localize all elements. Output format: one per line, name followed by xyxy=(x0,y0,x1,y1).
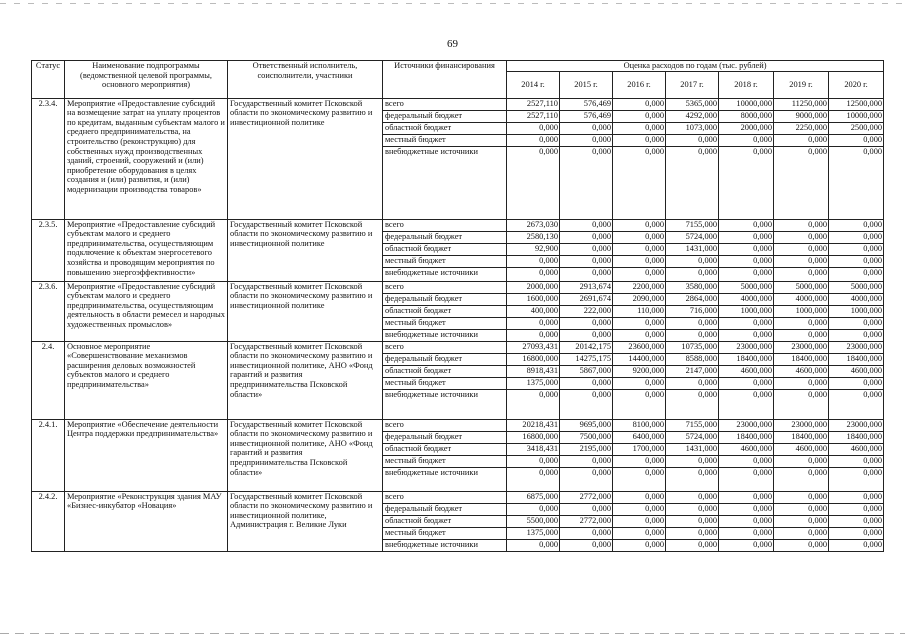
row-source: местный бюджет xyxy=(383,255,507,267)
row-value: 0,000 xyxy=(719,377,774,389)
row-value: 0,000 xyxy=(666,377,719,389)
row-value: 4600,000 xyxy=(719,443,774,455)
row-value: 0,000 xyxy=(507,467,560,491)
row-responsible: Государственный комитет Псковской области по экономическому развитию и инвестиционной политике xyxy=(228,98,383,219)
row-source: федеральный бюджет xyxy=(383,353,507,365)
row-value: 2691,674 xyxy=(560,293,613,305)
row-value: 0,000 xyxy=(719,255,774,267)
row-responsible: Государственный комитет Псковской области по экономическому развитию и инвестиционной политике, АНО «Фонд гарантий и развития предпринимательства Псковской области» xyxy=(228,341,383,419)
row-value: 16800,000 xyxy=(507,431,560,443)
row-value: 0,000 xyxy=(774,491,829,503)
row-source: внебюджетные источники xyxy=(383,389,507,419)
row-value: 0,000 xyxy=(774,377,829,389)
row-value: 0,000 xyxy=(613,122,666,134)
row-value: 0,000 xyxy=(560,122,613,134)
row-value: 14275,175 xyxy=(560,353,613,365)
row-value: 0,000 xyxy=(719,317,774,329)
row-value: 16800,000 xyxy=(507,353,560,365)
row-value: 0,000 xyxy=(507,503,560,515)
row-value: 0,000 xyxy=(719,231,774,243)
row-source: местный бюджет xyxy=(383,317,507,329)
row-value: 0,000 xyxy=(774,389,829,419)
row-value: 4600,000 xyxy=(719,365,774,377)
row-value: 0,000 xyxy=(774,503,829,515)
row-value: 0,000 xyxy=(507,455,560,467)
row-status: 2.3.6. xyxy=(32,281,65,341)
row-value: 0,000 xyxy=(666,134,719,146)
scan-edge-bottom xyxy=(0,633,905,634)
row-value: 0,000 xyxy=(507,389,560,419)
row-value: 2000,000 xyxy=(507,281,560,293)
row-value: 2864,000 xyxy=(666,293,719,305)
row-value: 0,000 xyxy=(829,267,884,281)
row-name: Мероприятие «Предоставление субсидий на возмещение затрат на уплату процентов по кредитам, выданным субъектам малого и среднего предпринимательства, на строительство (реконструкцию) для собственных нужд производственных зданий, строений, сооружений и (или) приобретение оборудования в целях создания и (или) развития, и (или) модернизации производства товаров» xyxy=(65,98,228,219)
row-source: областной бюджет xyxy=(383,515,507,527)
row-value: 0,000 xyxy=(613,231,666,243)
row-value: 0,000 xyxy=(829,317,884,329)
table-row xyxy=(32,98,884,110)
row-value: 14400,000 xyxy=(613,353,666,365)
row-source: внебюджетные источники xyxy=(383,267,507,281)
row-value: 576,469 xyxy=(560,98,613,110)
row-value: 0,000 xyxy=(666,317,719,329)
page-number: 69 xyxy=(447,38,458,50)
row-value: 4600,000 xyxy=(774,443,829,455)
row-value: 0,000 xyxy=(719,134,774,146)
row-value: 3418,431 xyxy=(507,443,560,455)
row-value: 18400,000 xyxy=(829,353,884,365)
row-value: 0,000 xyxy=(719,527,774,539)
header-year: 2017 г. xyxy=(666,71,719,98)
row-value: 4600,000 xyxy=(829,365,884,377)
row-value: 6875,000 xyxy=(507,491,560,503)
row-status: 2.3.4. xyxy=(32,98,65,219)
row-value: 23000,000 xyxy=(829,341,884,353)
row-source: областной бюджет xyxy=(383,305,507,317)
row-value: 0,000 xyxy=(666,389,719,419)
row-value: 5867,000 xyxy=(560,365,613,377)
table-row xyxy=(32,491,884,503)
row-value: 8000,000 xyxy=(719,110,774,122)
row-value: 2090,000 xyxy=(613,293,666,305)
row-value: 400,000 xyxy=(507,305,560,317)
row-value: 0,000 xyxy=(560,389,613,419)
row-responsible: Государственный комитет Псковской области по экономическому развитию и инвестиционной политике xyxy=(228,219,383,281)
row-value: 0,000 xyxy=(666,455,719,467)
row-value: 0,000 xyxy=(829,503,884,515)
row-value: 23000,000 xyxy=(829,419,884,431)
row-value: 0,000 xyxy=(719,515,774,527)
row-value: 3580,000 xyxy=(666,281,719,293)
row-source: федеральный бюджет xyxy=(383,110,507,122)
row-value: 0,000 xyxy=(719,491,774,503)
row-value: 0,000 xyxy=(560,539,613,551)
row-value: 0,000 xyxy=(613,243,666,255)
row-status: 2.4.1. xyxy=(32,419,65,491)
row-value: 0,000 xyxy=(774,219,829,231)
row-value: 7155,000 xyxy=(666,219,719,231)
row-value: 9200,000 xyxy=(613,365,666,377)
row-source: областной бюджет xyxy=(383,122,507,134)
row-name: Мероприятие «Предоставление субсидий субъектам малого и среднего предпринимательства, осуществляющим подключение к объектам энергосетевого хозяйства и проводящим мероприятия по повышению энергоэффективности» xyxy=(65,219,228,281)
row-value: 0,000 xyxy=(829,455,884,467)
row-value: 0,000 xyxy=(829,219,884,231)
row-value: 0,000 xyxy=(829,255,884,267)
row-value: 2527,110 xyxy=(507,110,560,122)
row-value: 0,000 xyxy=(829,146,884,219)
row-value: 0,000 xyxy=(666,539,719,551)
row-value: 1000,000 xyxy=(774,305,829,317)
row-name: Мероприятие «Реконструкция здания МАУ «Бизнес-инкубатор «Новация» xyxy=(65,491,228,551)
row-value: 0,000 xyxy=(719,243,774,255)
row-value: 0,000 xyxy=(829,377,884,389)
table-header xyxy=(32,61,884,99)
row-value: 0,000 xyxy=(719,389,774,419)
expense-table xyxy=(31,60,884,552)
row-value: 2200,000 xyxy=(613,281,666,293)
row-value: 0,000 xyxy=(774,515,829,527)
table-row xyxy=(32,419,884,431)
row-value: 18400,000 xyxy=(774,431,829,443)
row-value: 2673,030 xyxy=(507,219,560,231)
row-value: 0,000 xyxy=(560,219,613,231)
row-value: 0,000 xyxy=(666,255,719,267)
row-value: 0,000 xyxy=(613,527,666,539)
row-source: всего xyxy=(383,341,507,353)
row-responsible: Государственный комитет Псковской области по экономическому развитию и инвестиционной политике xyxy=(228,281,383,341)
row-value: 20218,431 xyxy=(507,419,560,431)
row-value: 1073,000 xyxy=(666,122,719,134)
row-value: 1431,000 xyxy=(666,443,719,455)
row-value: 0,000 xyxy=(507,539,560,551)
row-value: 0,000 xyxy=(829,134,884,146)
row-value: 0,000 xyxy=(560,255,613,267)
row-value: 0,000 xyxy=(613,98,666,110)
row-value: 5000,000 xyxy=(829,281,884,293)
row-value: 2772,000 xyxy=(560,491,613,503)
row-value: 2772,000 xyxy=(560,515,613,527)
row-value: 2500,000 xyxy=(829,122,884,134)
row-value: 0,000 xyxy=(719,455,774,467)
header-estimate: Оценка расходов по годам (тыс. рублей) xyxy=(507,61,884,72)
row-source: местный бюджет xyxy=(383,455,507,467)
row-value: 0,000 xyxy=(774,146,829,219)
row-value: 23000,000 xyxy=(774,341,829,353)
row-source: областной бюджет xyxy=(383,443,507,455)
header-year: 2016 г. xyxy=(613,71,666,98)
row-name: Мероприятие «Обеспечение деятельности Центра поддержки предпринимательства» xyxy=(65,419,228,491)
row-value: 0,000 xyxy=(560,467,613,491)
table-row xyxy=(32,219,884,231)
row-value: 0,000 xyxy=(560,503,613,515)
row-name: Мероприятие «Предоставление субсидий субъектам малого и среднего предпринимательства, осуществляющим деятельность в области ремесел и народных художественных промыслов» xyxy=(65,281,228,341)
row-name: Основное мероприятие «Совершенствование механизмов расширения деловых возможностей субъектов малого и среднего предпринимательства» xyxy=(65,341,228,419)
header-year: 2015 г. xyxy=(560,71,613,98)
row-value: 1000,000 xyxy=(829,305,884,317)
row-value: 0,000 xyxy=(507,329,560,341)
row-value: 0,000 xyxy=(774,539,829,551)
row-value: 18400,000 xyxy=(719,353,774,365)
row-value: 0,000 xyxy=(719,539,774,551)
row-value: 0,000 xyxy=(560,134,613,146)
row-value: 0,000 xyxy=(613,503,666,515)
row-value: 4292,000 xyxy=(666,110,719,122)
row-value: 0,000 xyxy=(613,267,666,281)
row-value: 0,000 xyxy=(774,317,829,329)
row-source: федеральный бюджет xyxy=(383,293,507,305)
row-value: 0,000 xyxy=(774,231,829,243)
header-status: Статус xyxy=(32,61,65,99)
row-value: 5365,000 xyxy=(666,98,719,110)
row-value: 0,000 xyxy=(666,503,719,515)
row-value: 0,000 xyxy=(829,527,884,539)
row-value: 0,000 xyxy=(829,467,884,491)
row-value: 8588,000 xyxy=(666,353,719,365)
row-value: 0,000 xyxy=(507,255,560,267)
row-value: 222,000 xyxy=(560,305,613,317)
row-source: областной бюджет xyxy=(383,243,507,255)
row-value: 4000,000 xyxy=(829,293,884,305)
row-value: 9000,000 xyxy=(774,110,829,122)
row-value: 0,000 xyxy=(666,515,719,527)
row-value: 0,000 xyxy=(507,122,560,134)
row-value: 0,000 xyxy=(560,243,613,255)
header-year: 2020 г. xyxy=(829,71,884,98)
row-source: федеральный бюджет xyxy=(383,431,507,443)
row-value: 5724,000 xyxy=(666,231,719,243)
row-value: 0,000 xyxy=(829,243,884,255)
row-value: 4000,000 xyxy=(719,293,774,305)
row-value: 0,000 xyxy=(829,231,884,243)
row-source: всего xyxy=(383,281,507,293)
row-value: 1431,000 xyxy=(666,243,719,255)
row-value: 0,000 xyxy=(613,491,666,503)
row-responsible: Государственный комитет Псковской области по экономическому развитию и инвестиционной политике, АНО «Фонд гарантий и развития предпринимательства Псковской области» xyxy=(228,419,383,491)
row-value: 1600,000 xyxy=(507,293,560,305)
row-value: 0,000 xyxy=(829,515,884,527)
row-value: 0,000 xyxy=(507,134,560,146)
row-value: 0,000 xyxy=(829,491,884,503)
row-status: 2.3.5. xyxy=(32,219,65,281)
row-value: 0,000 xyxy=(507,146,560,219)
row-value: 716,000 xyxy=(666,305,719,317)
row-value: 18400,000 xyxy=(829,431,884,443)
row-value: 1375,000 xyxy=(507,377,560,389)
row-value: 10735,000 xyxy=(666,341,719,353)
row-value: 5000,000 xyxy=(719,281,774,293)
row-source: местный бюджет xyxy=(383,134,507,146)
row-value: 0,000 xyxy=(774,467,829,491)
table-row xyxy=(32,341,884,353)
row-value: 23000,000 xyxy=(719,341,774,353)
row-source: всего xyxy=(383,98,507,110)
row-value: 0,000 xyxy=(666,329,719,341)
row-value: 23000,000 xyxy=(774,419,829,431)
table-body xyxy=(32,98,884,551)
row-value: 0,000 xyxy=(613,329,666,341)
row-source: областной бюджет xyxy=(383,365,507,377)
header-name: Наименование подпрограммы (ведомственной целевой программы, основного мероприятия) xyxy=(65,61,228,99)
header-responsible: Ответственный исполнитель, соисполнители, участники xyxy=(228,61,383,99)
row-value: 7155,000 xyxy=(666,419,719,431)
row-value: 0,000 xyxy=(560,329,613,341)
row-value: 5724,000 xyxy=(666,431,719,443)
row-value: 0,000 xyxy=(613,539,666,551)
row-value: 2250,000 xyxy=(774,122,829,134)
scan-edge-top xyxy=(0,3,905,4)
row-value: 1700,000 xyxy=(613,443,666,455)
header-year: 2018 г. xyxy=(719,71,774,98)
row-value: 92,900 xyxy=(507,243,560,255)
row-value: 0,000 xyxy=(719,267,774,281)
row-value: 0,000 xyxy=(613,455,666,467)
row-value: 8100,000 xyxy=(613,419,666,431)
row-value: 0,000 xyxy=(829,329,884,341)
row-value: 0,000 xyxy=(560,527,613,539)
row-value: 23000,000 xyxy=(719,419,774,431)
row-value: 18400,000 xyxy=(719,431,774,443)
row-value: 2527,110 xyxy=(507,98,560,110)
row-value: 0,000 xyxy=(560,377,613,389)
row-value: 2000,000 xyxy=(719,122,774,134)
row-value: 10000,000 xyxy=(829,110,884,122)
row-status: 2.4.2. xyxy=(32,491,65,551)
row-value: 0,000 xyxy=(666,267,719,281)
row-value: 6400,000 xyxy=(613,431,666,443)
row-value: 0,000 xyxy=(613,389,666,419)
row-value: 4600,000 xyxy=(774,365,829,377)
row-value: 2580,130 xyxy=(507,231,560,243)
row-value: 0,000 xyxy=(613,377,666,389)
row-value: 0,000 xyxy=(560,267,613,281)
row-source: всего xyxy=(383,491,507,503)
row-source: федеральный бюджет xyxy=(383,231,507,243)
row-value: 0,000 xyxy=(560,455,613,467)
row-value: 0,000 xyxy=(613,110,666,122)
row-source: местный бюджет xyxy=(383,377,507,389)
row-source: всего xyxy=(383,219,507,231)
row-source: всего xyxy=(383,419,507,431)
row-value: 0,000 xyxy=(613,219,666,231)
row-value: 0,000 xyxy=(774,329,829,341)
row-value: 0,000 xyxy=(507,317,560,329)
row-value: 0,000 xyxy=(774,243,829,255)
row-responsible: Государственный комитет Псковской области по экономическому развитию и инвестиционной политике, Администрация г. Великие Луки xyxy=(228,491,383,551)
row-value: 0,000 xyxy=(719,329,774,341)
row-value: 0,000 xyxy=(774,527,829,539)
row-value: 2195,000 xyxy=(560,443,613,455)
table-row xyxy=(32,281,884,293)
row-value: 1000,000 xyxy=(719,305,774,317)
header-year: 2014 г. xyxy=(507,71,560,98)
row-value: 0,000 xyxy=(613,134,666,146)
row-value: 0,000 xyxy=(774,255,829,267)
row-value: 10000,000 xyxy=(719,98,774,110)
row-value: 0,000 xyxy=(774,134,829,146)
row-value: 0,000 xyxy=(560,146,613,219)
row-value: 0,000 xyxy=(774,455,829,467)
row-value: 0,000 xyxy=(829,539,884,551)
row-value: 0,000 xyxy=(613,255,666,267)
row-value: 8918,431 xyxy=(507,365,560,377)
row-source: местный бюджет xyxy=(383,527,507,539)
row-value: 2913,674 xyxy=(560,281,613,293)
row-value: 0,000 xyxy=(719,503,774,515)
row-source: внебюджетные источники xyxy=(383,467,507,491)
row-value: 5000,000 xyxy=(774,281,829,293)
row-value: 11250,000 xyxy=(774,98,829,110)
row-value: 1375,000 xyxy=(507,527,560,539)
row-value: 9695,000 xyxy=(560,419,613,431)
header-year: 2019 г. xyxy=(774,71,829,98)
row-value: 0,000 xyxy=(613,146,666,219)
row-value: 0,000 xyxy=(560,317,613,329)
row-value: 0,000 xyxy=(719,219,774,231)
row-value: 2147,000 xyxy=(666,365,719,377)
row-value: 27093,431 xyxy=(507,341,560,353)
row-value: 18400,000 xyxy=(774,353,829,365)
row-value: 0,000 xyxy=(666,491,719,503)
row-value: 0,000 xyxy=(719,146,774,219)
row-value: 0,000 xyxy=(507,267,560,281)
row-value: 0,000 xyxy=(613,515,666,527)
row-value: 0,000 xyxy=(829,389,884,419)
row-value: 0,000 xyxy=(719,467,774,491)
header-sources: Источники финансирования xyxy=(383,61,507,99)
row-value: 0,000 xyxy=(613,317,666,329)
row-status: 2.4. xyxy=(32,341,65,419)
row-value: 0,000 xyxy=(666,146,719,219)
row-value: 20142,175 xyxy=(560,341,613,353)
row-source: внебюджетные источники xyxy=(383,329,507,341)
row-source: внебюджетные источники xyxy=(383,146,507,219)
row-value: 12500,000 xyxy=(829,98,884,110)
row-value: 4000,000 xyxy=(774,293,829,305)
row-value: 5500,000 xyxy=(507,515,560,527)
row-value: 0,000 xyxy=(666,527,719,539)
row-value: 576,469 xyxy=(560,110,613,122)
row-value: 0,000 xyxy=(666,467,719,491)
row-value: 110,000 xyxy=(613,305,666,317)
row-source: федеральный бюджет xyxy=(383,503,507,515)
row-value: 0,000 xyxy=(613,467,666,491)
row-value: 7500,000 xyxy=(560,431,613,443)
row-value: 23600,000 xyxy=(613,341,666,353)
row-value: 0,000 xyxy=(560,231,613,243)
row-value: 0,000 xyxy=(774,267,829,281)
row-value: 4600,000 xyxy=(829,443,884,455)
row-source: внебюджетные источники xyxy=(383,539,507,551)
